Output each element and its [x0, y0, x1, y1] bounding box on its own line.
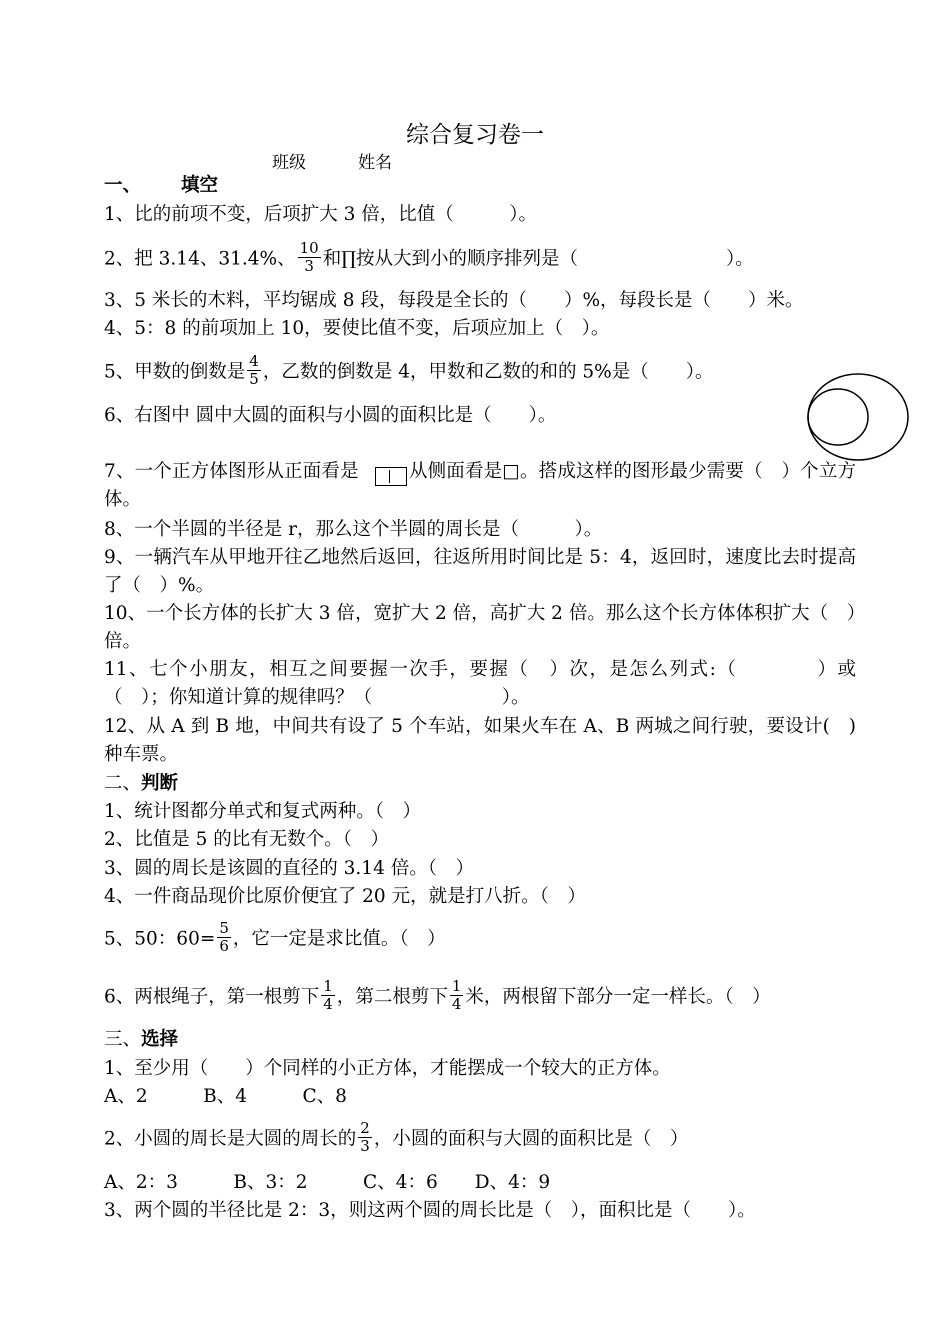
question-1-4: 4、5：8 的前项加上 10，要使比值不变，后项应加上（ ）。	[104, 318, 610, 339]
question-1-9: 9、一辆汽车从甲地开往乙地然后返回，往返所用时间比是 5：4，返回时，速度比去时提高了（ ）%。	[104, 547, 856, 596]
nested-circles-figure	[806, 372, 910, 462]
section-number: 三、	[104, 1029, 142, 1050]
small-circle	[808, 389, 868, 445]
section-heading-choice	[104, 1026, 856, 1054]
question-2-5: 5、50：60= $\frac{5}{6}$ ，它一定是求比值。（ ）	[104, 919, 446, 955]
question-1-11: 11、七个小朋友，相互之间要握一次手，要握（ ）次，是怎么列式:（ ）或（ ）；你知道计算的规律吗？（ ）。	[104, 659, 856, 708]
question-3-1: 1、至少用（ ）个同样的小正方体，才能摆成一个较大的正方体。	[104, 1058, 671, 1079]
section-number: 二、	[104, 773, 142, 794]
fraction: $\frac{5}{6}$	[219, 919, 229, 955]
front-view-icon	[375, 467, 407, 486]
question-1-12: 12、从 A 到 B 地，中间共有设了 5 个车站，如果火车在 A、B 两城之间行驶，要设计( )种车票。	[104, 716, 856, 765]
question-1-10: 10、一个长方体的长扩大 3 倍，宽扩大 2 倍，高扩大 2 倍。那么这个长方体体积扩大（ ）倍。	[104, 603, 856, 652]
section-title: 填空	[181, 175, 219, 196]
question-1-8: 8、一个半圆的半径是 r，那么这个半圆的周长是（ ）。	[104, 519, 603, 540]
student-info-line	[272, 148, 392, 173]
question-3-2-options: A、2：3 B、3：2 C、4：6 D、4：9	[104, 1172, 551, 1193]
name-label: 姓名	[358, 153, 392, 173]
section-number: 一、	[104, 175, 142, 196]
question-1-1: 1、比的前项不变，后项扩大 3 倍，比值（ ）。	[104, 204, 538, 225]
question-3-3: 3、两个圆的半径比是 2：3，则这两个圆的周长比是（ ），面积比是（ ）。	[104, 1200, 756, 1221]
question-1-2: 2、把 3.14、31.4%、 $\frac{10}{3}$ 和∏按从大到小的顺序排列是（ ）。	[104, 239, 754, 275]
question-1-5: 5、甲数的倒数是 $\frac{4}{5}$ ，乙数的倒数是 4，甲数和乙数的和的 5%是（ ）。	[104, 352, 714, 388]
question-3-1-options: A、2 B、4 C、8	[104, 1086, 347, 1107]
question-1-7: 7、一个正方体图形从正面看是 从侧面看是□。搭成这样的图形最少需要（ ）个立方体。	[104, 461, 857, 510]
section-title: 选择	[141, 1029, 179, 1050]
question-2-1: 1、统计图都分单式和复式两种。（ ）	[104, 801, 422, 822]
fraction: $\frac{2}{3}$	[360, 1119, 370, 1155]
fraction: $\frac{4}{5}$	[249, 352, 259, 388]
fraction: $\frac{10}{3}$	[299, 239, 319, 275]
question-2-3: 3、圆的周长是该圆的直径的 3.14 倍。（ ）	[104, 858, 474, 879]
question-2-4: 4、一件商品现价比原价便宜了 20 元，就是打八折。（ ）	[104, 886, 586, 907]
question-3-2: 2、小圆的周长是大圆的周长的 $\frac{2}{3}$ ，小圆的面积与大圆的面积比是（ ）	[104, 1119, 689, 1155]
fraction: $\frac{1}{4}$	[451, 977, 462, 1013]
fraction: $\frac{1}{4}$	[323, 977, 333, 1013]
section-heading-fill-blank	[104, 172, 856, 200]
section-title: 判断	[141, 773, 179, 794]
question-2-2: 2、比值是 5 的比有无数个。（ ）	[104, 829, 390, 850]
page-title: 综合复习卷一	[406, 122, 544, 148]
class-label: 班级	[272, 153, 306, 173]
section-heading-judge	[104, 770, 856, 798]
question-1-3: 3、5 米长的木料，平均锯成 8 段，每段是全长的（ ）%，每段长是（ ）米。	[104, 290, 804, 311]
question-1-6: 6、右图中 圆中大圆的面积与小圆的面积比是（ ）。	[104, 405, 557, 426]
large-circle	[808, 374, 908, 460]
question-2-6: 6、两根绳子，第一根剪下 $\frac{1}{4}$ ，第二根剪下 $\frac{1}{4}$ 米，两根留下部分一定一样长。（ ）	[104, 977, 771, 1013]
